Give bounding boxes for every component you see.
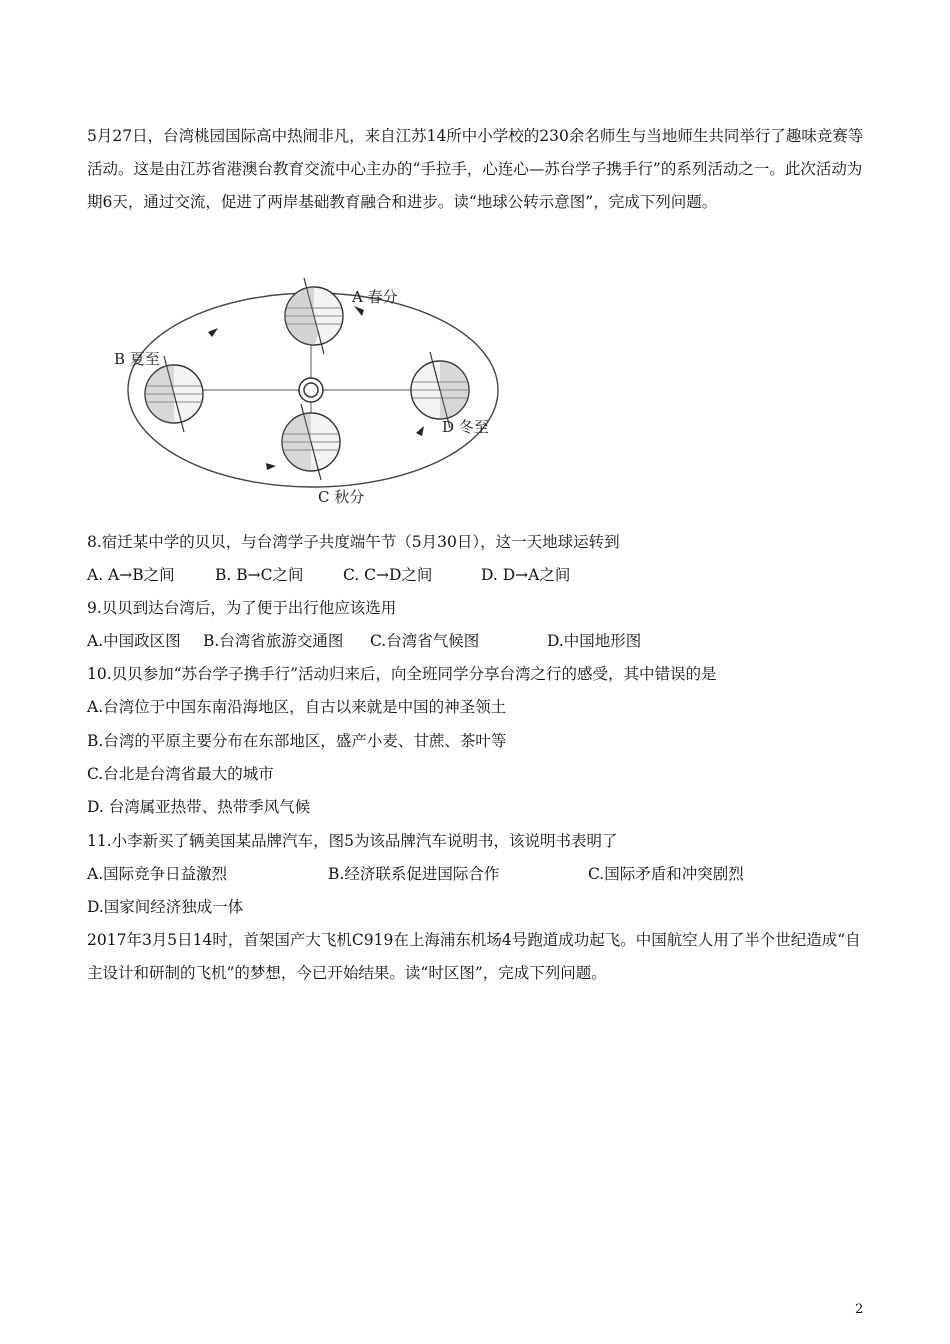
q9-option-a: A.中国政区图 xyxy=(87,632,181,650)
label-c: C 秋分 xyxy=(318,488,365,506)
earth-c-icon xyxy=(282,404,340,480)
q11-option-b: B.经济联系促进国际合作 xyxy=(328,865,500,883)
q8-option-c: C. C→D之间 xyxy=(343,566,433,584)
q9-option-d: D.中国地形图 xyxy=(547,632,642,650)
page-number: 2 xyxy=(855,1302,864,1317)
q11-stem: 11.小李新买了辆美国某品牌汽车，图5为该品牌汽车说明书，该说明书表明了 xyxy=(87,832,618,850)
q10-option-b: B.台湾的平原主要分布在东部地区，盛产小麦、甘蔗、茶叶等 xyxy=(87,732,507,750)
q10-option-c: C.台北是台湾省最大的城市 xyxy=(87,765,274,783)
label-b: B 夏至 xyxy=(114,350,160,368)
orbit-arrow-icon xyxy=(416,426,424,436)
q11-option-d: D.国家间经济独成一体 xyxy=(87,898,244,916)
q8-option-d: D. D→A之间 xyxy=(481,566,571,584)
q8-option-b: B. B→C之间 xyxy=(215,566,304,584)
q8-stem: 8.宿迁某中学的贝贝，与台湾学子共度端午节（5月30日），这一天地球运转到 xyxy=(87,533,620,551)
label-d: D 冬至 xyxy=(442,418,489,436)
q11-option-c: C.国际矛盾和冲突剧烈 xyxy=(588,865,744,883)
q10-stem: 10.贝贝参加“苏台学子携手行”活动归来后，向全班同学分享台湾之行的感受，其中错误的是 xyxy=(87,665,717,683)
sun-icon xyxy=(299,378,323,402)
q9-option-b: B.台湾省旅游交通图 xyxy=(203,632,344,650)
orbit-arrow-icon xyxy=(266,463,276,470)
earth-revolution-diagram xyxy=(100,270,520,515)
earth-d-icon xyxy=(411,352,469,428)
q9-option-c: C.台湾省气候图 xyxy=(370,632,480,650)
earth-a-icon xyxy=(285,278,343,354)
q9-stem: 9.贝贝到达台湾后，为了便于出行他应该选用 xyxy=(87,599,397,617)
orbit-arrow-icon xyxy=(208,328,218,337)
orbit-arrow-icon xyxy=(354,306,364,316)
intro-paragraph-2: 2017年3月5日14时，首架国产大飞机C919在上海浦东机场4号跑道成功起飞。中国航空人用了半个世纪造成“自主设计和研制的飞机”的梦想，今已开始结果。读“时区图”，完成下列问题。 xyxy=(87,931,861,982)
q10-option-d: D. 台湾属亚热带、热带季风气候 xyxy=(87,798,311,816)
q10-option-a: A.台湾位于中国东南沿海地区，自古以来就是中国的神圣领土 xyxy=(87,698,507,716)
q8-option-a: A. A→B之间 xyxy=(87,566,175,584)
label-a: A 春分 xyxy=(352,288,398,306)
q11-option-a: A.国际竞争日益激烈 xyxy=(87,865,228,883)
intro-paragraph: 5月27日，台湾桃园国际高中热闹非凡，来自江苏14所中小学校的230余名师生与当地师生共同举行了趣味竞赛等活动。这是由江苏省港澳台教育交流中心主办的“手拉手，心连心—苏台学子携手行”的系列活动之一。此次活动为期6天，通过交流，促进了两岸基础教育融合和进步。读“地球公转示意图”，完成下列问题。 xyxy=(87,127,864,211)
